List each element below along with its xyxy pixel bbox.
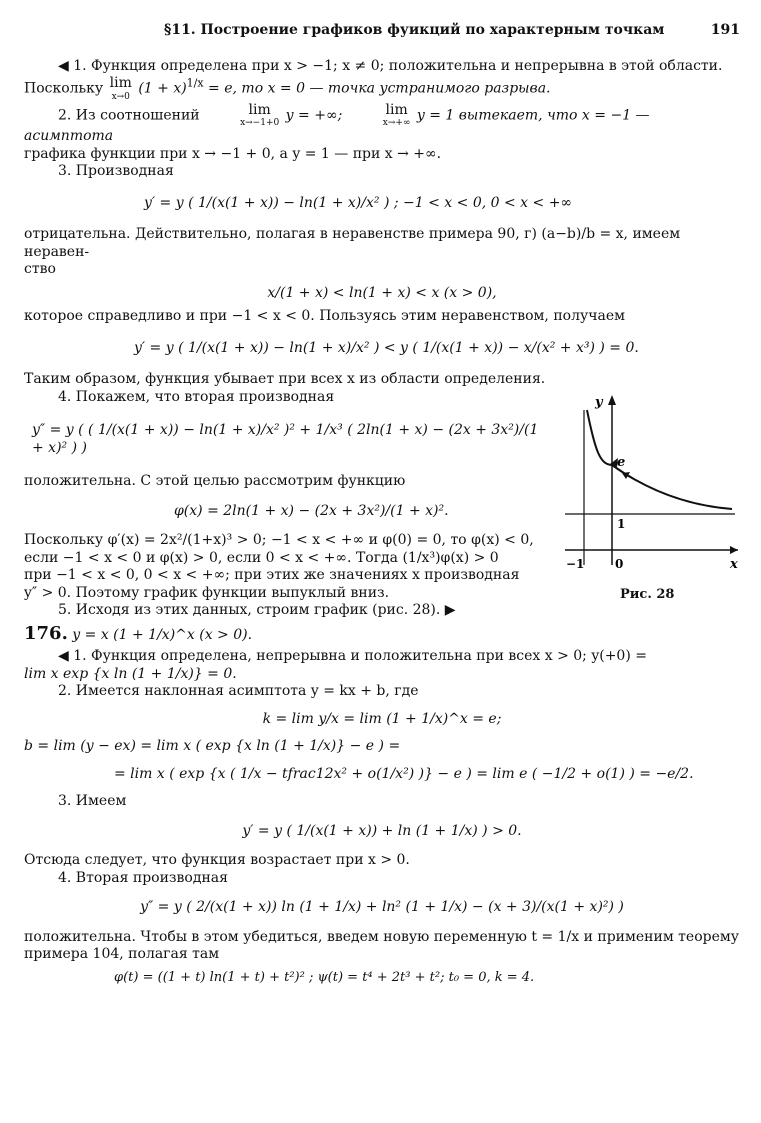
text-line: 4. Вторая производная (58, 869, 228, 886)
page-number: 191 (710, 22, 740, 38)
problem-number: 176. (24, 622, 68, 644)
equation: x/(1 + x) < ln(1 + x) < x (x > 0), (267, 284, 497, 301)
text-line: примера 104, полагая там (24, 946, 220, 962)
limit: lim x→0 (109, 75, 132, 102)
text-line: положительна. Чтобы в этом убедиться, введем новую переменную t = 1/x и применим теорему (24, 928, 739, 945)
equation: = lim x ( exp {x ( 1/x − tfrac12x² + o(1/x²) )} − e ) = lim e ( −1/2 + o(1) ) = −e/2. (114, 765, 694, 782)
problem-statement: 176. y = x (1 + 1/x)^x (x > 0). (24, 622, 253, 644)
equation: y′ = y ( 1/(x(1 + x)) − ln(1 + x)/x² ) ; −1 < x < 0, 0 < x < +∞ (144, 194, 573, 211)
equation: y″ = y ( 2/(x(1 + x)) ln (1 + 1/x) + ln² (1 + 1/x) − (x + 3)/(x(1 + x)²) ) (140, 899, 624, 915)
section-title: §11. Построение графиков фуикций по характерным точкам (164, 22, 665, 38)
text-line: отрицательна. Действительно, полагая в неравенстве примера 90, г) (a−b)/b = x, имеем неравен- (24, 226, 681, 260)
equation: y′ = y ( 1/(x(1 + x)) − ln(1 + x)/x² ) < y ( 1/(x(1 + x)) − x/(x² + x³) ) = 0. (134, 339, 639, 356)
text-line: ◀ 1. Функция определена при x > −1; x ≠ 0; положительна и непрерывна в этой области. (58, 57, 723, 74)
text-line: 3. Производная (58, 163, 174, 179)
equation: k = lim y/x = lim (1 + 1/x)^x = e; (262, 710, 502, 727)
figure-caption: Рис. 28 (620, 587, 675, 602)
text-line: 4. Покажем, что вторая производная (58, 388, 335, 405)
text-line: если −1 < x < 0 и φ(x) > 0, если 0 < x < +∞. Тогда (1/x³)φ(x) > 0 (24, 549, 499, 566)
minus-one-label: −1 (566, 557, 585, 571)
text-line: Поскольку lim x→0 $(1 + x)^{1/x} = e$, то x = 0 — точка устранимого разрыва. (24, 75, 551, 102)
equation: φ(t) = ((1 + t) ln(1 + t) + t²)² ; ψ(t) = t⁴ + 2t³ + t²; t₀ = 0, k = 4. (114, 969, 535, 985)
text-line: при −1 < x < 0, 0 < x < +∞; при этих же значениях x производная (24, 567, 520, 583)
text-line: графика функции при x → −1 + 0, а y = 1 — при x → +∞. (24, 145, 442, 162)
function-curve (587, 410, 732, 509)
text-line: Таким образом, функция убывает при всех x из области определения. (24, 371, 546, 387)
text-line: 3. Имеем (58, 793, 127, 809)
text-line: 2. Имеется наклонная асимптота y = kx + b, где (58, 683, 419, 699)
equation: y″ = y ( ( 1/(x(1 + x)) − ln(1 + x)/x² )² + 1/x³ ( 2ln(1 + x) − (2x + 3x²)/(1 + x)² ) ) (32, 422, 539, 456)
y-label: y (595, 395, 603, 410)
equation: b = lim (y − ex) = lim x ( exp {x ln (1 + 1/x)} − e ) = (24, 738, 401, 754)
text-line: ство (24, 261, 56, 277)
y-axis-arrow (608, 395, 616, 405)
figure-28 (560, 390, 740, 610)
text-line: Поскольку φ′(x) = 2x²/(1+x)³ > 0; −1 < x < +∞ и φ(0) = 0, то φ(x) < 0, (24, 532, 534, 548)
text-line: y″ > 0. Поэтому график функции выпуклый вниз. (24, 584, 390, 601)
x-axis-arrow (730, 546, 738, 554)
text-line: которое справедливо и при −1 < x < 0. Пользуясь этим неравенством, получаем (24, 308, 625, 324)
text-line: 2. Из соотношений lim x→−1+0 y = +∞; lim x→+∞ y = 1 вытекает, что x = −1 — асимптота (24, 101, 650, 144)
e-label: e (617, 455, 626, 470)
x-label: x (730, 557, 738, 572)
text-line: lim x exp {x ln (1 + 1/x)} = 0. (24, 665, 237, 682)
text-line: 5. Исходя из этих данных, строим график (рис. 28). ▶ (58, 602, 456, 618)
one-label: 1 (617, 517, 626, 531)
equation: φ(x) = 2ln(1 + x) − (2x + 3x²)/(1 + x)². (174, 502, 449, 519)
text-line: положительна. С этой целью рассмотрим функцию (24, 473, 406, 489)
text-line: ◀ 1. Функция определена, непрерывна и положительна при всех x > 0; y(+0) = (58, 648, 647, 664)
zero-label: 0 (615, 557, 624, 571)
text-line: Отсюда следует, что функция возрастает при x > 0. (24, 852, 410, 868)
page-header (24, 22, 740, 40)
equation: y′ = y ( 1/(x(1 + x)) + ln (1 + 1/x) ) > 0. (242, 822, 522, 839)
